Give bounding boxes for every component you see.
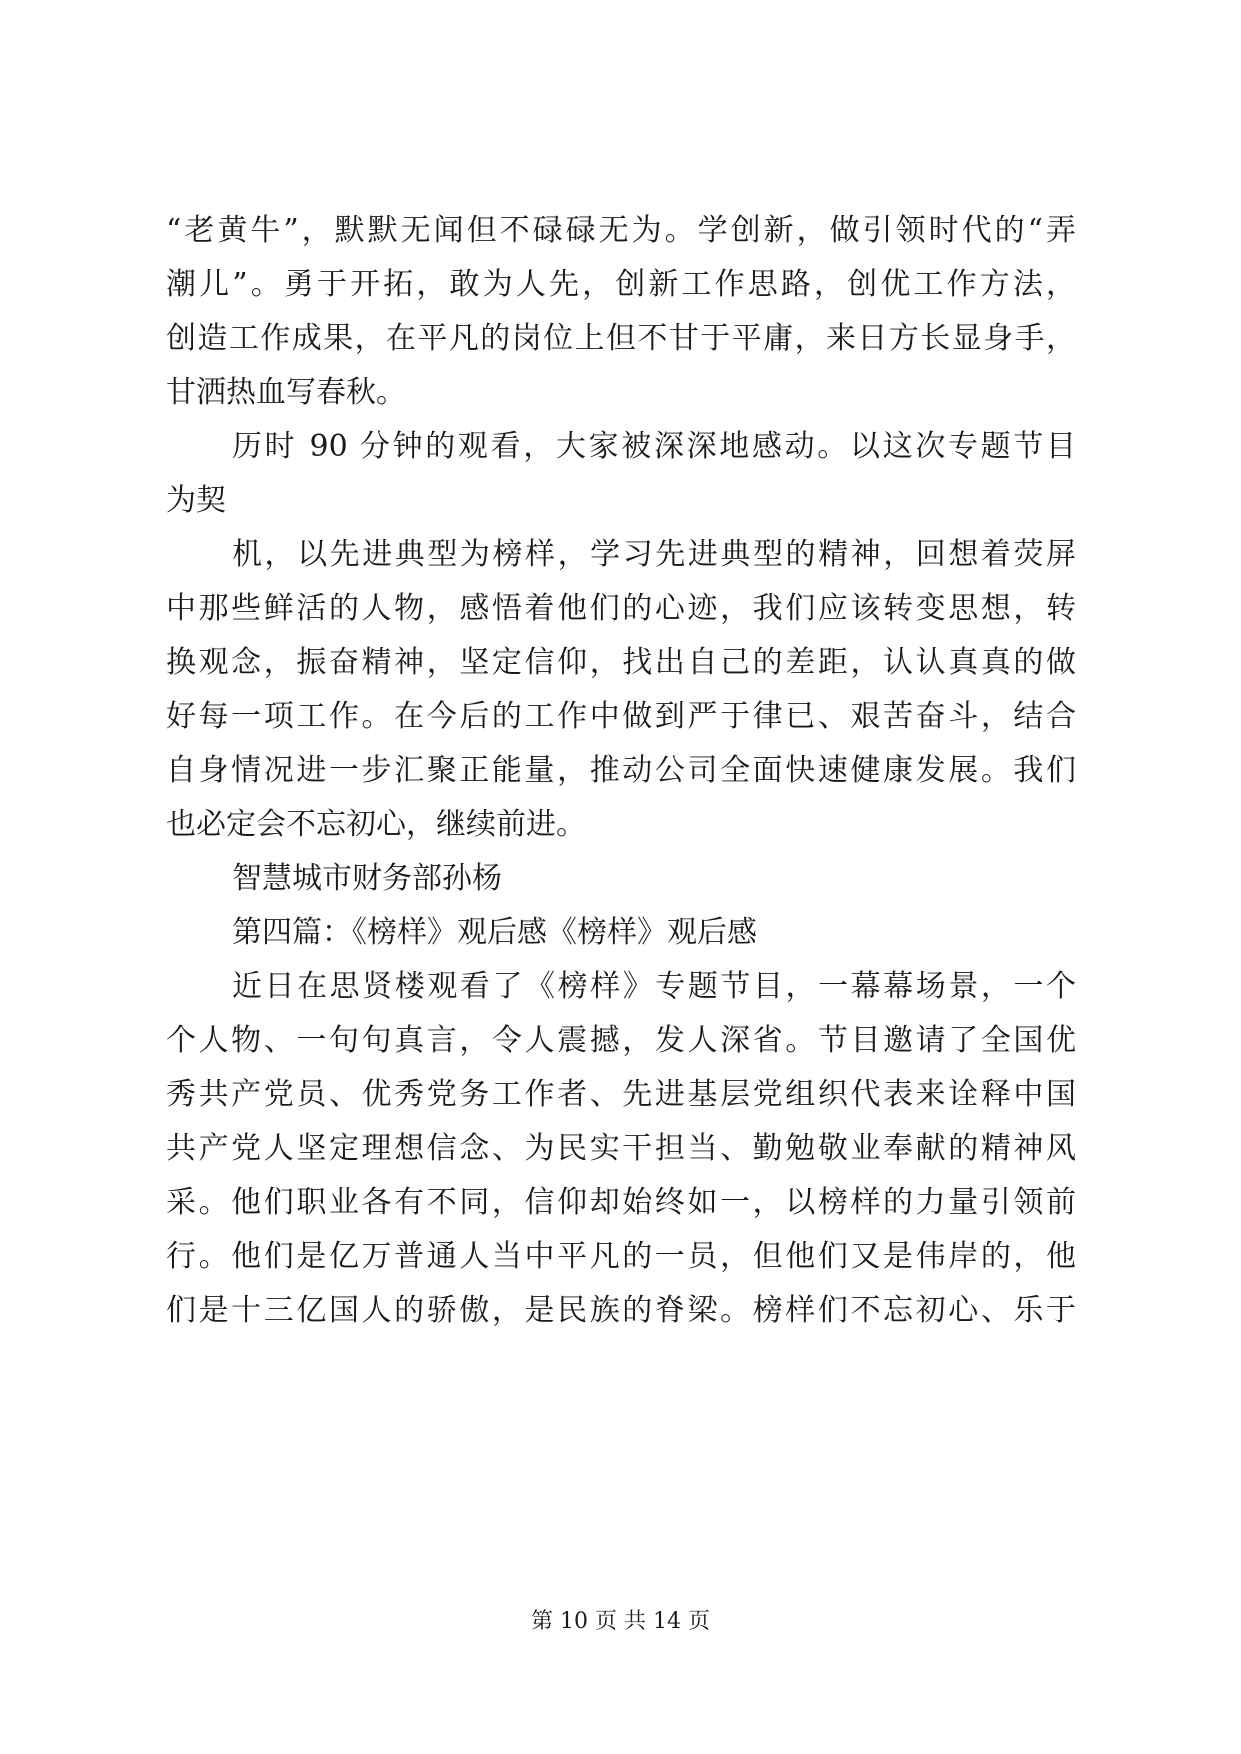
text-line-11: 自身情况进一步汇聚正能量，推动公司全面快速健康发展。我们 <box>166 753 1076 788</box>
author-signature: 智慧城市财务部孙杨 <box>232 861 502 896</box>
text-line-19: 采。他们职业各有不同，信仰却始终如一，以榜样的力量引领前 <box>166 1185 1076 1220</box>
text-line-16: 个人物、一句句真言，令人震撼，发人深省。节目邀请了全国优 <box>166 1023 1076 1058</box>
text-line-17: 秀共产党员、优秀党务工作者、先进基层党组织代表来诠释中国 <box>166 1077 1076 1112</box>
text-line-4: 甘洒热血写春秋。 <box>166 375 406 410</box>
text-line-7: 机，以先进典型为榜样，学习先进典型的精神，回想着荧屏 <box>232 537 1076 572</box>
text-line-8: 中那些鲜活的人物，感悟着他们的心迹，我们应该转变思想，转 <box>166 591 1076 626</box>
text-line-10: 好每一项工作。在今后的工作中做到严于律已、艰苦奋斗，结合 <box>166 699 1076 734</box>
text-line-3: 创造工作成果，在平凡的岗位上但不甘于平庸，来日方长显身手， <box>166 321 1076 356</box>
text-line-18: 共产党人坚定理想信念、为民实干担当、勤勉敬业奉献的精神风 <box>166 1131 1076 1166</box>
text-line-1: “老黄牛”，默默无闻但不碌碌无为。学创新，做引领时代的“弄 <box>166 213 1076 248</box>
text-line-15: 近日在思贤楼观看了《榜样》专题节目，一幕幕场景，一个 <box>232 969 1076 1004</box>
section-heading: 第四篇：《榜样》观后感《榜样》观后感 <box>232 915 757 950</box>
text-line-2: 潮儿”。勇于开拓，敢为人先，创新工作思路，创优工作方法， <box>166 267 1076 302</box>
text-line-5: 历时 90 分钟的观看，大家被深深地感动。以这次专题节目 <box>232 429 1076 464</box>
text-line-12: 也必定会不忘初心，继续前进。 <box>166 807 586 842</box>
text-line-20: 行。他们是亿万普通人当中平凡的一员，但他们又是伟岸的，他 <box>166 1239 1076 1274</box>
page-number-footer: 第 10 页 共 14 页 <box>531 1609 710 1634</box>
text-line-6: 为契 <box>166 483 226 518</box>
text-line-21: 们是十三亿国人的骄傲，是民族的脊梁。榜样们不忘初心、乐于 <box>166 1293 1076 1328</box>
text-line-9: 换观念，振奋精神，坚定信仰，找出自己的差距，认认真真的做 <box>166 645 1076 680</box>
